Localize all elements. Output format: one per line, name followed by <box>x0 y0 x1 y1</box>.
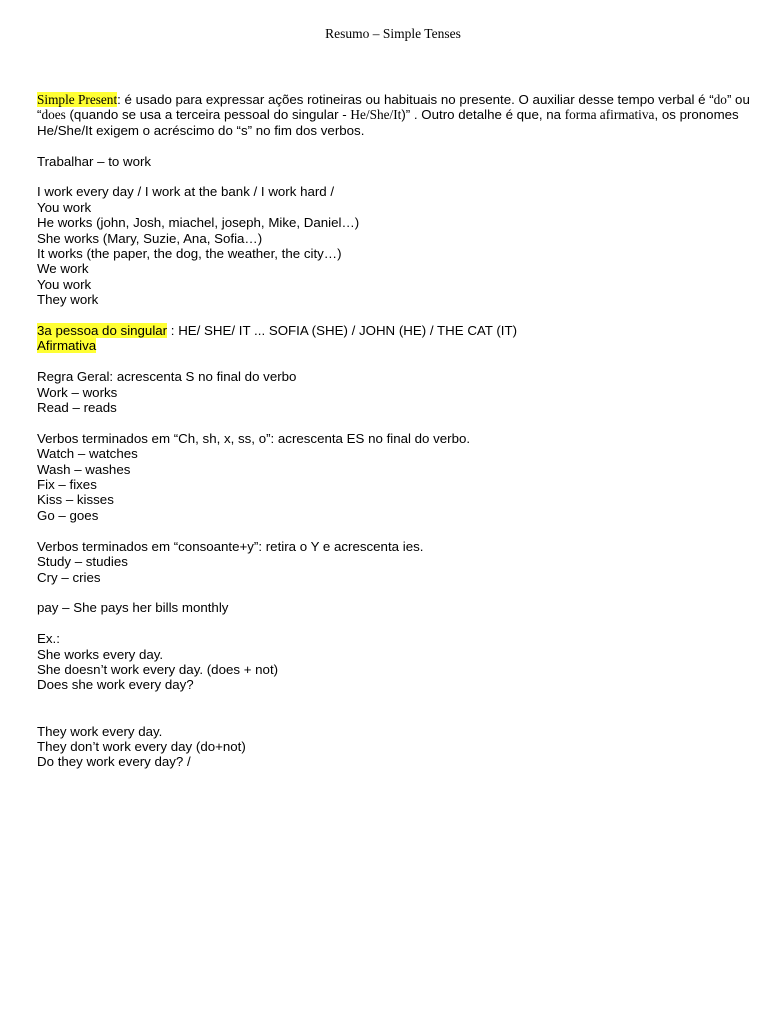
conjugation-line: It works (the paper, the dog, the weather, the city…) <box>37 246 342 262</box>
simple-present-label: Simple Present <box>37 92 118 107</box>
example-line: Ex.: <box>37 631 60 647</box>
page-title: Resumo – Simple Tenses <box>325 26 461 41</box>
rule-line: Study – studies <box>37 554 128 570</box>
rule-line: Regra Geral: acrescenta S no final do verbo <box>37 369 297 385</box>
conjugation-line: You work <box>37 199 92 215</box>
conjugation-line: You work <box>37 276 92 292</box>
conjugation-line: We work <box>37 261 89 277</box>
example-line: They don’t work every day (do+not) <box>37 738 246 754</box>
third-person-line: 3a pessoa do singular : HE/ SHE/ IT ... SOFIA (SHE) / JOHN (HE) / THE CAT (IT) <box>37 323 518 339</box>
rule-line: Kiss – kisses <box>37 492 114 508</box>
rule-line: Read – reads <box>37 400 117 416</box>
example-line: Does she work every day? <box>37 677 194 693</box>
intro-paragraph: Simple Present: é usado para expressar ações rotineiras ou habituais no presente. O auxiliar desse tempo verbal é “do” ou “does (quando se usa a terceira pessoal do singular - He/She/It)” . Outro detalhe é que, na forma afirmativa, os pronomes He/She/It exigem o acréscimo do “s” no fim dos verbos. <box>37 92 750 138</box>
rule-line: Verbos terminados em “Ch, sh, x, ss, o”: acrescenta ES no final do verbo. <box>37 430 471 446</box>
rule-line: Work – works <box>37 384 118 400</box>
pay-line: pay – She pays her bills monthly <box>37 600 229 616</box>
conjugation-line: He works (john, Josh, miachel, joseph, Mike, Daniel…) <box>37 215 360 231</box>
afirmativa-line <box>37 338 753 353</box>
example-line: She doesn’t work every day. (does + not) <box>37 661 279 677</box>
example-line: They work every day. <box>37 723 163 739</box>
afirmativa-label: Afirmativa <box>37 338 97 354</box>
conjugation-line: I work every day / I work at the bank / I work hard / <box>37 184 335 200</box>
rule-line: Verbos terminados em “consoante+y”: retira o Y e acrescenta ies. <box>37 538 424 554</box>
rule-line: Wash – washes <box>37 461 131 477</box>
trabalhar-line: Trabalhar – to work <box>37 153 152 169</box>
example-line: She works every day. <box>37 646 164 662</box>
rule-line: Cry – cries <box>37 569 101 585</box>
conjugation-line: She works (Mary, Suzie, Ana, Sofia…) <box>37 230 263 246</box>
rule-line: Go – goes <box>37 507 99 523</box>
conjugation-line: They work <box>37 292 99 308</box>
document-body <box>37 92 753 770</box>
example-line: Do they work every day? / <box>37 754 191 770</box>
third-person-label: 3a pessoa do singular <box>37 323 168 339</box>
rule-line: Watch – watches <box>37 446 138 462</box>
rule-line: Fix – fixes <box>37 477 97 493</box>
